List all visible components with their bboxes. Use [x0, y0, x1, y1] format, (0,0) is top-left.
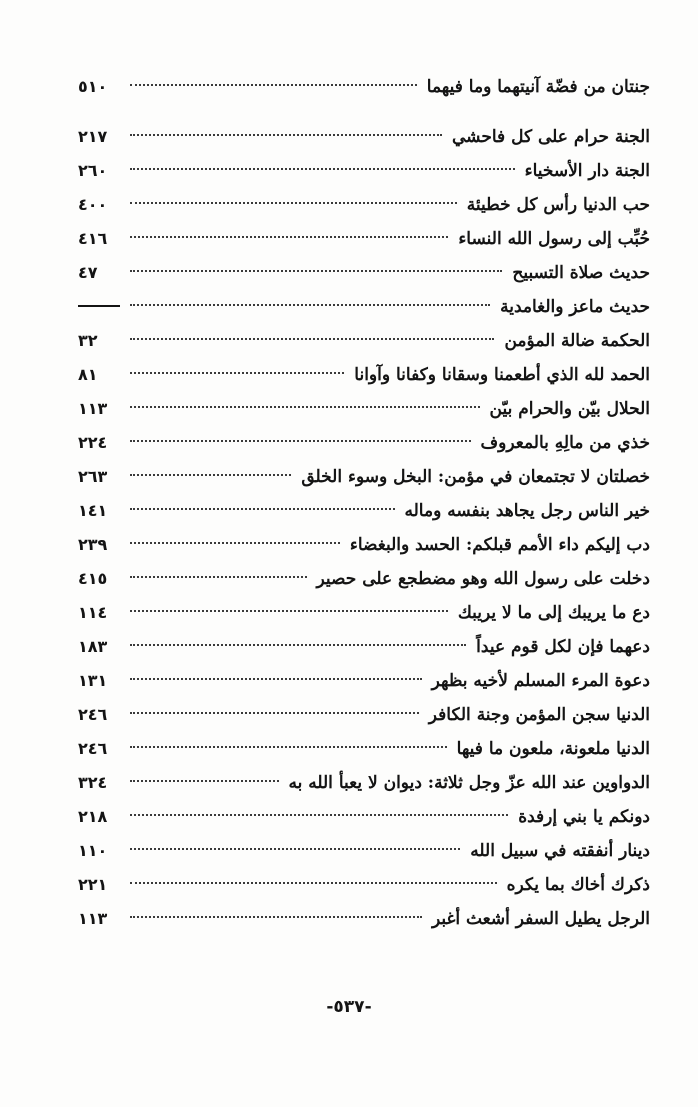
- dot-leader: [130, 678, 422, 680]
- index-entry: [78, 596, 650, 630]
- entry-title: الدنيا ملعونة، ملعون ما فيها: [456, 739, 650, 759]
- dot-leader: [130, 406, 480, 408]
- dot-leader: [130, 508, 395, 510]
- entry-title: الحكمة ضالة المؤمن: [504, 331, 650, 351]
- entry-title: خير الناس رجل يجاهد بنفسه وماله: [404, 501, 650, 521]
- dot-leader: [130, 916, 422, 918]
- index-entry: [78, 324, 650, 358]
- entry-page-number: ٢١٨: [78, 807, 108, 826]
- entry-title: حُبِّب إلى رسول الله النساء: [458, 229, 650, 249]
- dot-leader: [130, 440, 471, 442]
- entry-title: الحمد لله الذي أطعمنا وسقانا وكفانا وآوانا: [354, 365, 650, 385]
- dot-leader: [130, 270, 502, 272]
- entry-page-number: ٤١٥: [78, 569, 108, 588]
- entry-page-number: ٤١٦: [78, 229, 108, 248]
- entry-page-number: ١٨٣: [78, 637, 108, 656]
- entry-page-number: ١٣١: [78, 671, 108, 690]
- entry-page-number: ١١٣: [78, 399, 108, 418]
- index-entry: [78, 834, 650, 868]
- dot-leader: [130, 610, 448, 612]
- dot-leader: [130, 236, 448, 238]
- entry-title: دعوة المرء المسلم لأخيه بظهر: [431, 671, 650, 691]
- dot-leader: [130, 304, 490, 306]
- index-entry: [78, 868, 650, 902]
- entry-page-number: ٤٧: [78, 263, 98, 282]
- dot-leader: [130, 84, 417, 86]
- entry-title: حب الدنيا رأس كل خطيئة: [466, 195, 650, 215]
- index-entry: [78, 460, 650, 494]
- entry-page-number: ٢٢٤: [78, 433, 108, 452]
- dot-leader: [130, 474, 291, 476]
- index-entry: [78, 698, 650, 732]
- index-entry: [78, 528, 650, 562]
- entry-page-number: ٥١٠: [78, 77, 108, 96]
- index-entry: [78, 766, 650, 800]
- entry-page-number: ٢٦٠: [78, 161, 108, 180]
- entry-page-number: ١٤١: [78, 501, 108, 520]
- entry-title: دعهما فإن لكل قوم عيداً: [476, 637, 650, 657]
- entry-title: حديث ماعز والغامدية: [500, 297, 650, 317]
- dash-mark: [78, 305, 120, 307]
- index-entry: [78, 732, 650, 766]
- entry-page-dash: [78, 290, 126, 324]
- index-entry: [78, 290, 650, 324]
- index-entry: [78, 154, 650, 188]
- dot-leader: [130, 168, 515, 170]
- entry-title: الحلال بيّن والحرام بيّن: [489, 399, 650, 419]
- entry-page-number: ٢٤٦: [78, 739, 108, 758]
- entry-title: دع ما يريبك إلى ما لا يريبك: [457, 603, 650, 623]
- index-entry: [78, 902, 650, 936]
- index-entry: [78, 120, 650, 154]
- entry-title: دب إليكم داء الأمم قبلكم: الحسد والبغضاء: [349, 535, 650, 555]
- index-entry: [78, 494, 650, 528]
- dot-leader: [130, 780, 279, 782]
- entry-title: خصلتان لا تجتمعان في مؤمن: البخل وسوء الخلق: [301, 467, 650, 487]
- entry-title: جنتان من فضّة آنيتهما وما فيهما: [426, 77, 650, 97]
- dot-leader: [130, 576, 307, 578]
- entry-title: حديث صلاة التسبيح: [512, 263, 650, 283]
- entry-page-number: ٣٢٤: [78, 773, 108, 792]
- entry-title: الرجل يطيل السفر أشعث أغبر: [431, 909, 650, 929]
- entry-title: خذي من مالِهِ بالمعروف: [480, 433, 650, 453]
- entry-page-number: ٢١٧: [78, 127, 108, 146]
- dot-leader: [130, 882, 497, 884]
- entry-page-number: ٨١: [78, 365, 98, 384]
- dot-leader: [130, 746, 447, 748]
- dot-leader: [130, 202, 457, 204]
- entry-page-number: ٤٠٠: [78, 195, 108, 214]
- entry-title: الجنة دار الأسخياء: [524, 161, 650, 181]
- index-entry: [78, 426, 650, 460]
- index-entry: [78, 562, 650, 596]
- index-entry: [78, 664, 650, 698]
- dot-leader: [130, 814, 508, 816]
- index-entry: [78, 630, 650, 664]
- page-number: -٥٣٧-: [326, 997, 372, 1017]
- dot-leader: [130, 338, 494, 340]
- index-entry: [78, 392, 650, 426]
- entry-title: دينار أنفقته في سبيل الله: [470, 841, 650, 861]
- dot-leader: [130, 848, 460, 850]
- hadith-index-list: [78, 70, 650, 936]
- dot-leader: [130, 542, 340, 544]
- index-entry: [78, 358, 650, 392]
- dot-leader: [130, 134, 442, 136]
- entry-title: ذكرك أخاك بما يكره: [506, 875, 650, 895]
- entry-title: الدنيا سجن المؤمن وجنة الكافر: [428, 705, 650, 725]
- entry-title: دونكم يا بني إرفدة: [518, 807, 650, 827]
- entry-page-number: ٣٢: [78, 331, 98, 350]
- index-entry: [78, 800, 650, 834]
- entry-page-number: ١١٤: [78, 603, 108, 622]
- entry-page-number: ١١٠: [78, 841, 108, 860]
- entry-title: الدواوين عند الله عزّ وجل ثلاثة: ديوان لا يعبأ الله به: [288, 773, 650, 793]
- dot-leader: [130, 372, 344, 374]
- entry-page-number: ٢٤٦: [78, 705, 108, 724]
- index-entry: [78, 256, 650, 290]
- entry-page-number: ١١٣: [78, 909, 108, 928]
- dot-leader: [130, 644, 466, 646]
- entry-page-number: ٢٦٣: [78, 467, 108, 486]
- index-entry: [78, 188, 650, 222]
- entry-title: دخلت على رسول الله وهو مضطجع على حصير: [316, 569, 650, 589]
- index-entry: [78, 70, 650, 104]
- index-entry: [78, 222, 650, 256]
- dot-leader: [130, 712, 419, 714]
- entry-page-number: ٢٣٩: [78, 535, 108, 554]
- entry-title: الجنة حرام على كل فاحشي: [452, 127, 650, 147]
- entry-page-number: ٢٢١: [78, 875, 108, 894]
